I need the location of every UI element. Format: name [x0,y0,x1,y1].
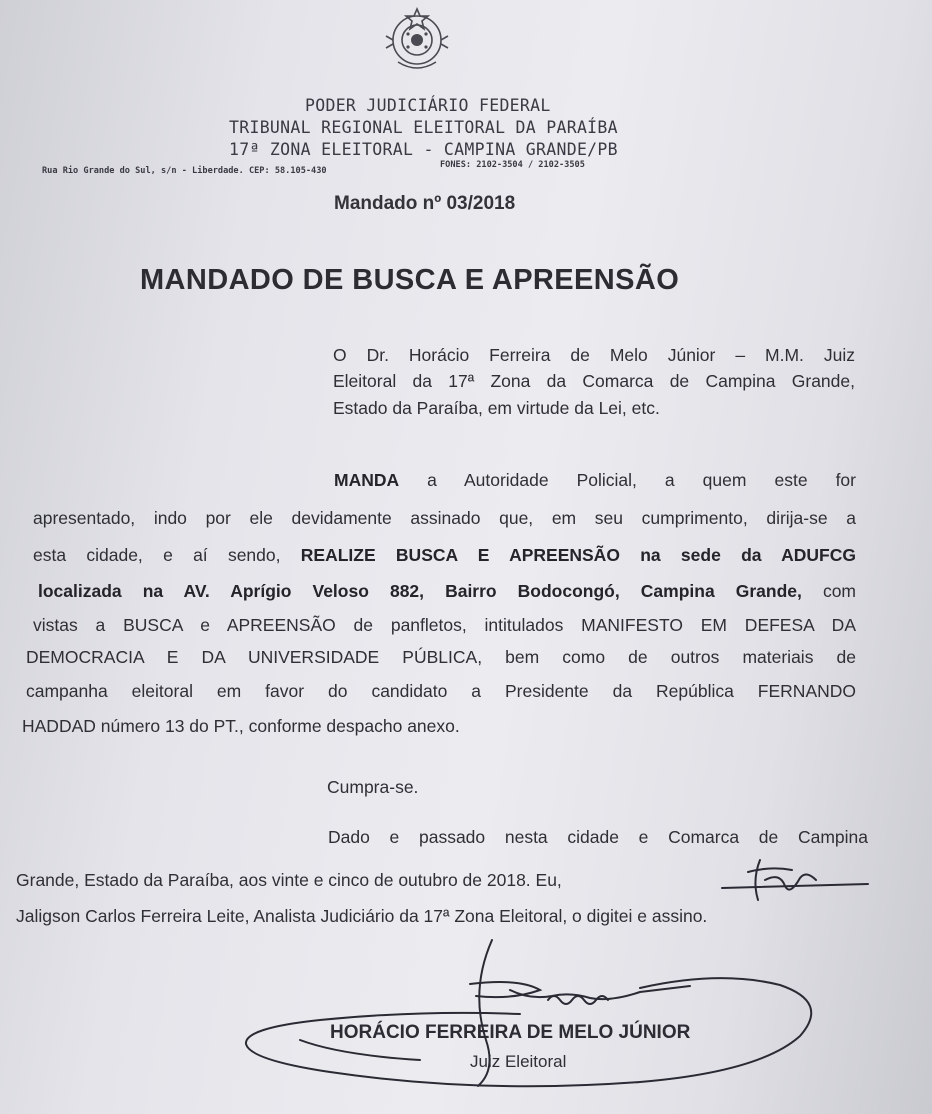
closing-line-2: Grande, Estado da Paraíba, aos vinte e cinco de outubro de 2018. Eu, [16,870,562,890]
signatory-name: HORÁCIO FERREIRA DE MELO JÚNIOR [330,1022,691,1043]
intro-line-3: Estado da Paraíba, em virtude da Lei, etc. [333,398,660,418]
closing-line-1: Dado e passado nesta cidade e Comarca de Campina [328,827,868,847]
header-address: Rua Rio Grande do Sul, s/n - Liberdade. CEP: 58.105-430 [42,166,327,176]
signatory-role: Juiz Eleitoral [470,1052,567,1071]
order-line-4-rest: com [822,581,856,601]
cumpra-se: Cumpra-se. [327,777,419,797]
order-line-3-bold: REALIZE BUSCA E APREENSÃO na sede da ADUFCG [300,545,856,565]
coat-of-arms-seal [384,4,450,74]
header-line-judiciary: PODER JUDICIÁRIO FEDERAL [305,96,551,115]
order-line-8: HADDAD número 13 do PT., conforme despacho anexo. [22,716,460,736]
header-phones: FONES: 2102-3504 / 2102-3505 [440,160,585,170]
order-line-6: DEMOCRACIA E DA UNIVERSIDADE PÚBLICA, bem como de outros materiais de [26,647,856,667]
mandado-number: Mandado nº 03/2018 [334,193,516,214]
header-line-zone: 17ª ZONA ELEITORAL - CAMPINA GRANDE/PB [229,140,618,159]
order-line-3-pre: esta cidade, e aí sendo, [33,545,281,565]
intro-line-1-text: O Dr. Horácio Ferreira de Melo Júnior – M.M. Juiz [333,345,855,365]
order-line-3 [33,545,856,566]
intro-line-1 [333,345,855,366]
order-line-4 [38,581,856,602]
order-line-4-bold: localizada na AV. Aprígio Veloso 882, Bairro Bodocongó, Campina Grande, [38,581,802,601]
order-line-1 [334,470,856,491]
closing-line-3: Jaligson Carlos Ferreira Leite, Analista Judiciário da 17ª Zona Eleitoral, o digitei e assino. [16,906,708,926]
order-manda-bold: MANDA [334,470,400,490]
order-line-2: apresentado, indo por ele devidamente assinado que, em seu cumprimento, dirija-se a [33,508,856,528]
order-line-1-rest: a Autoridade Policial, a quem este for [427,470,856,490]
header-line-tribunal: TRIBUNAL REGIONAL ELEITORAL DA PARAÍBA [229,118,618,137]
order-line-7: campanha eleitoral em favor do candidato a Presidente da República FERNANDO [26,681,856,701]
intro-line-2: Eleitoral da 17ª Zona da Comarca de Campina Grande, [333,371,855,391]
order-line-5: vistas a BUSCA e APREENSÃO de panfletos, intitulados MANIFESTO EM DEFESA DA [33,615,856,635]
document-title: MANDADO DE BUSCA E APREENSÃO [140,264,680,296]
